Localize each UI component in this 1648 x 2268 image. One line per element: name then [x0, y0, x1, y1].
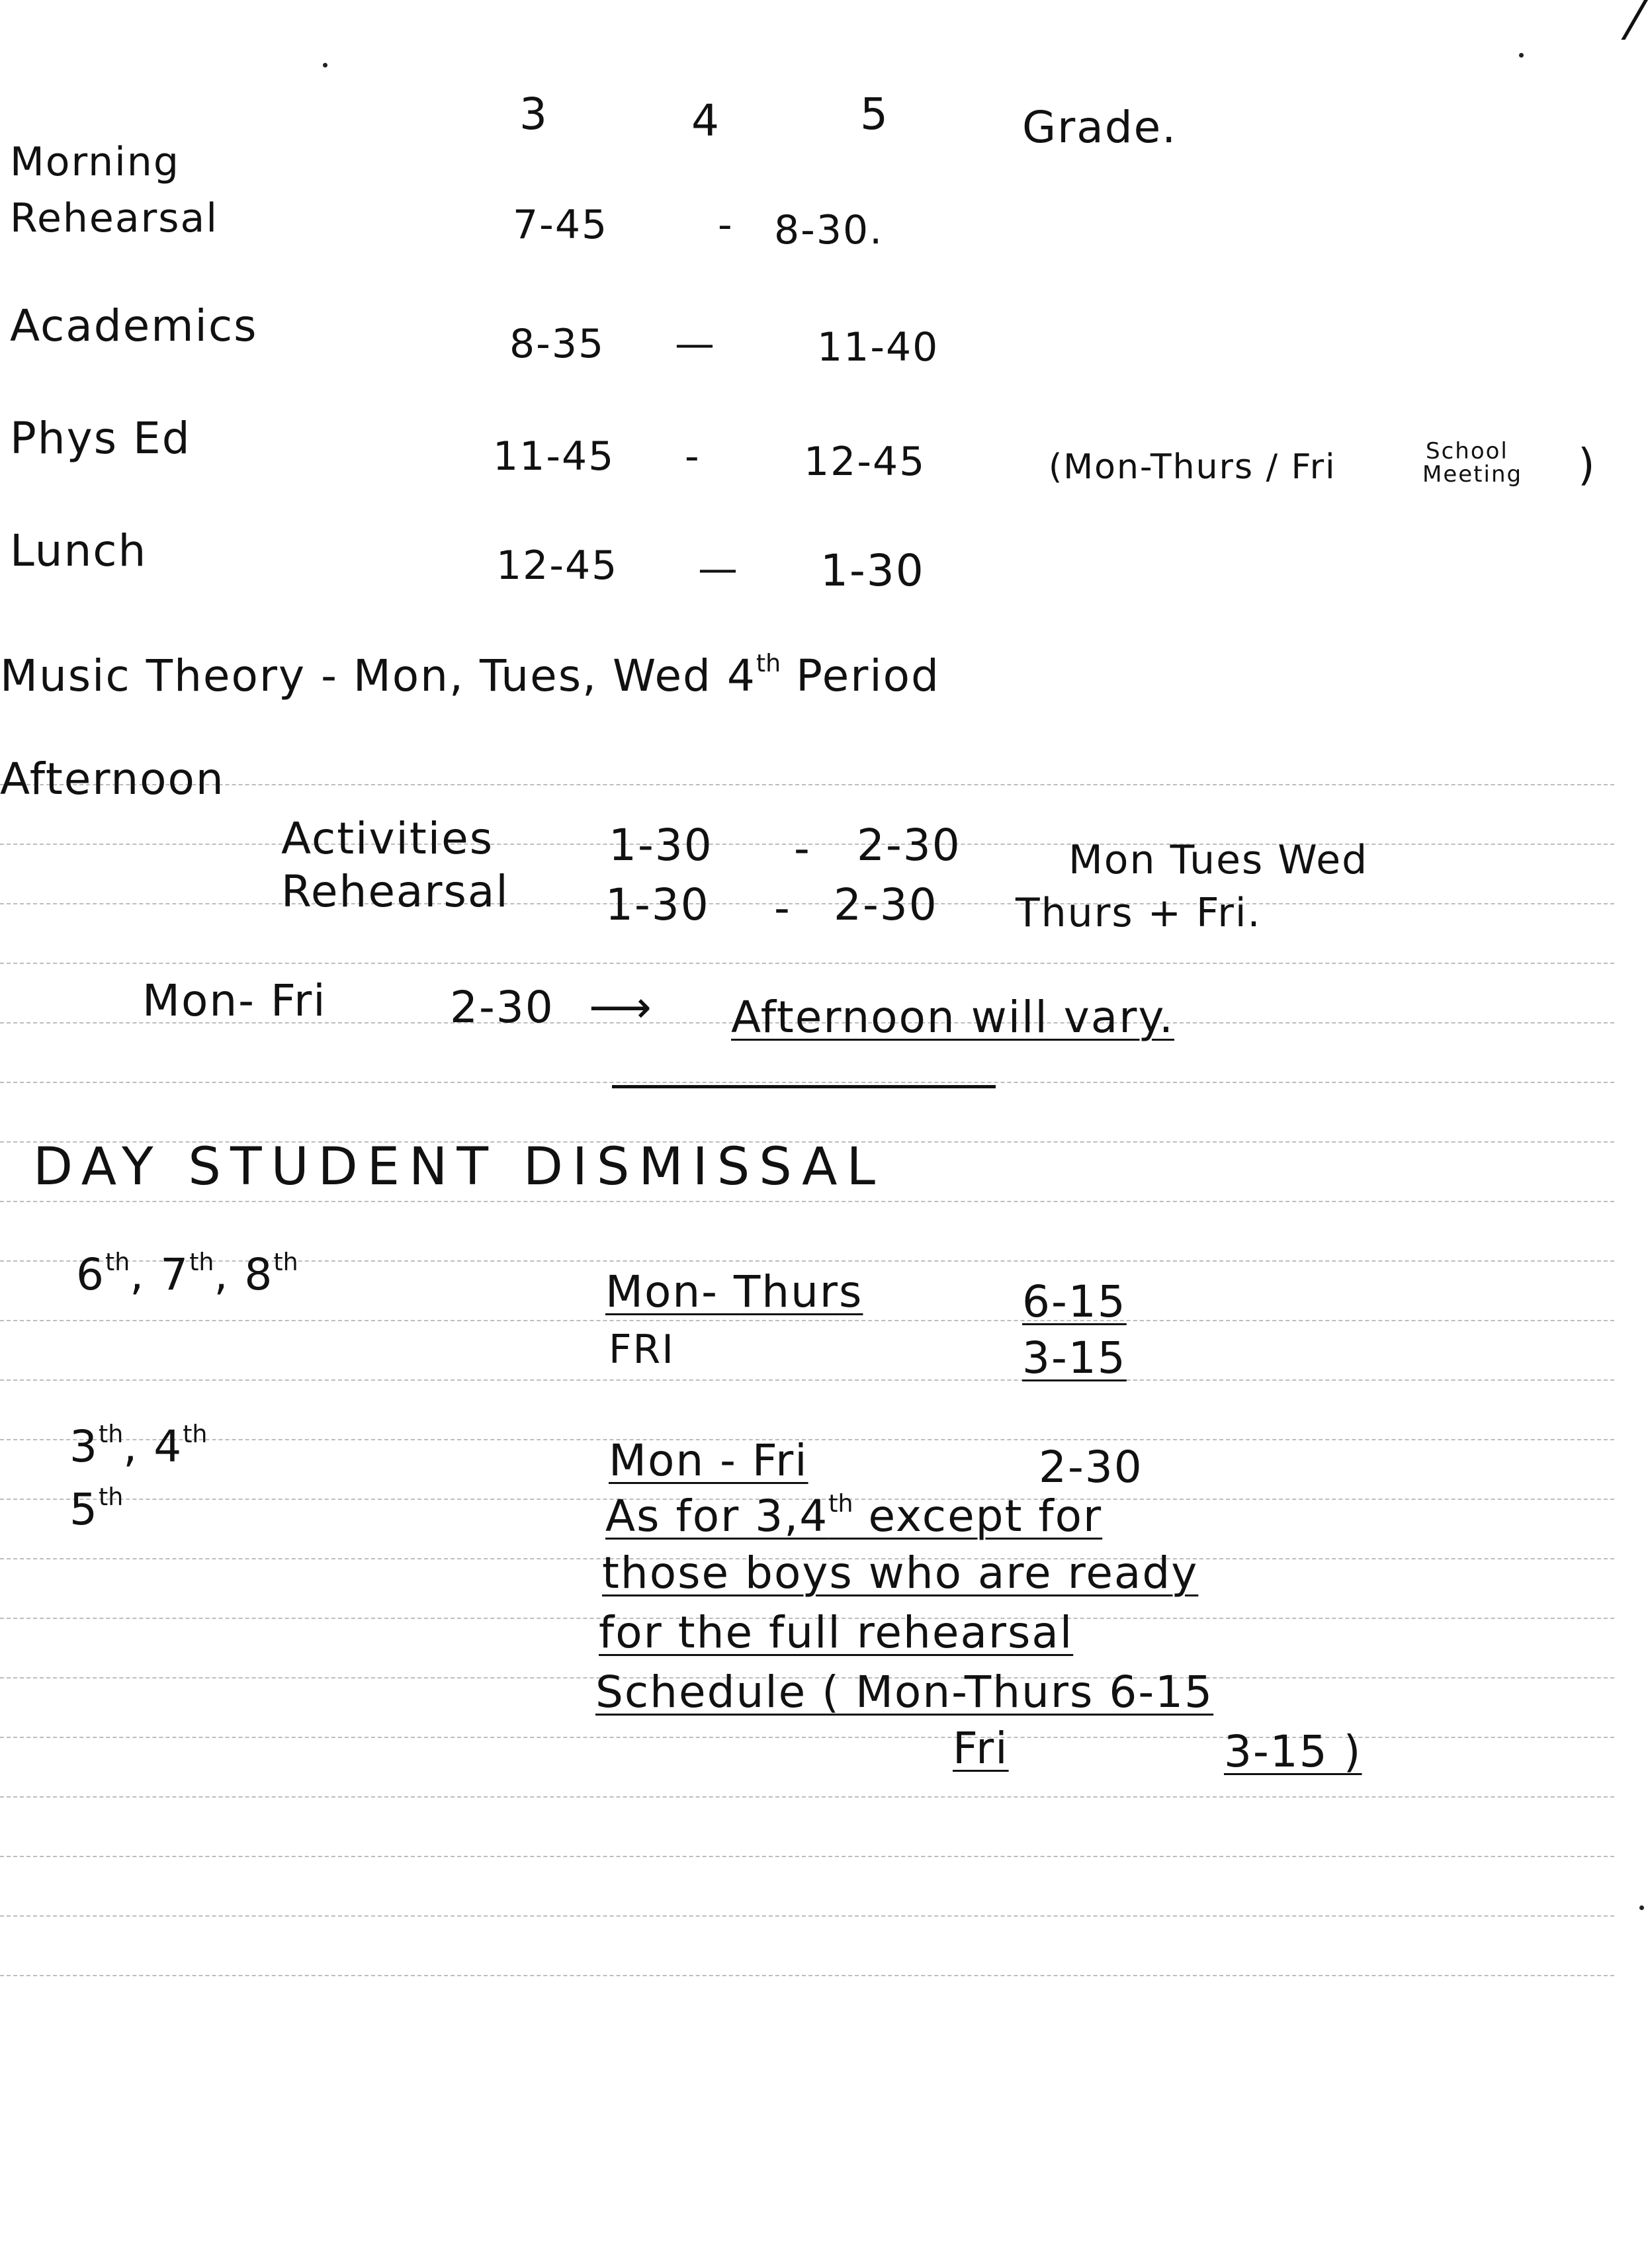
afternoon-rehearsal-start: 1-30: [605, 879, 710, 930]
group1-grades: [76, 1248, 298, 1301]
grade-label: Grade.: [1022, 102, 1178, 153]
music-theory-ordinal: th: [756, 649, 781, 677]
group1-row2-time: 3-15: [1022, 1332, 1127, 1383]
afternoon-title: Afternoon: [0, 754, 225, 805]
group2-note-line-4: Schedule ( Mon-Thurs 6-15: [595, 1667, 1214, 1718]
grade-col-5: 5: [860, 89, 889, 140]
phys-ed-end: 12-45: [804, 439, 926, 485]
ruled-line: [0, 1737, 1614, 1738]
grade-7-ordinal: th: [189, 1248, 214, 1276]
ruled-line: [0, 963, 1614, 964]
lunch-dash: —: [698, 546, 739, 592]
scan-speck: [1519, 53, 1524, 58]
afternoon-will-vary: Afternoon will vary.: [731, 992, 1174, 1043]
lunch-end: 1-30: [820, 545, 925, 596]
music-theory-text: Music Theory - Mon, Tues, Wed 4: [0, 650, 756, 702]
music-theory-tail: Period: [781, 650, 940, 702]
grade-6: 6: [76, 1249, 105, 1301]
scan-speck: [323, 63, 327, 67]
ruled-line: [0, 1379, 1614, 1381]
group2-note-line-2: those boys who are ready: [602, 1548, 1199, 1598]
grade-4: , 4: [123, 1421, 183, 1473]
ruled-line: [0, 1201, 1614, 1202]
grade-col-3: 3: [519, 89, 548, 140]
grade-5-ordinal: th: [99, 1483, 124, 1511]
afternoon-rehearsal-dash: -: [774, 883, 791, 934]
phys-ed-note-school: School: [1426, 438, 1508, 464]
afternoon-rehearsal-end: 2-30: [834, 879, 938, 930]
afternoon-rehearsal-days: Thurs + Fri.: [1016, 890, 1262, 936]
group1-row2-days: FRI: [609, 1327, 675, 1373]
ruled-line: [0, 1915, 1614, 1917]
ruled-line: [0, 784, 1614, 785]
morning-start: 7-45: [513, 202, 609, 248]
phys-ed-label: Phys Ed: [10, 413, 191, 464]
morning-end: 8-30.: [774, 207, 884, 253]
ruled-line: [0, 1082, 1614, 1083]
group2-note-line-5b: 3-15 ): [1224, 1726, 1362, 1777]
activities-days: Mon Tues Wed: [1068, 837, 1369, 883]
group1-row1-time: 6-15: [1022, 1276, 1127, 1327]
group2-time: 2-30: [1039, 1442, 1143, 1493]
grade-col-4: 4: [691, 95, 720, 146]
group2-note-line-5a: Fri: [953, 1723, 1009, 1774]
ruled-line: [0, 1796, 1614, 1798]
mon-fri-time: 2-30: [450, 982, 554, 1033]
activities-start: 1-30: [609, 820, 713, 871]
phys-ed-note-close: ): [1578, 439, 1596, 490]
group2-note-line-1: [605, 1489, 1103, 1542]
mon-fri-days: Mon- Fri: [142, 975, 327, 1026]
afternoon-rehearsal-label: Rehearsal: [281, 866, 509, 917]
group2-note-line-3: for the full rehearsal: [599, 1607, 1074, 1658]
ruled-line: [0, 1856, 1614, 1857]
phys-ed-note-meeting: Meeting: [1422, 461, 1523, 488]
grade-5: 5: [69, 1484, 99, 1536]
lunch-start: 12-45: [496, 543, 619, 589]
grade-3-ordinal: th: [99, 1420, 124, 1448]
academics-dash: —: [675, 321, 716, 367]
grade-8: , 8: [214, 1249, 274, 1301]
activities-dash: -: [794, 823, 811, 874]
scan-speck: [1639, 1905, 1644, 1910]
grade-4-ordinal: th: [183, 1420, 208, 1448]
phys-ed-start: 11-45: [493, 433, 615, 480]
grade-3: 3: [69, 1421, 99, 1473]
academics-label: Academics: [10, 300, 258, 351]
note-line-1a: As for 3,4: [605, 1491, 829, 1542]
ruled-line: [0, 1320, 1614, 1321]
mon-fri-arrow: ⟶: [589, 982, 653, 1033]
ruled-line: [0, 903, 1614, 904]
morning-dash: -: [718, 202, 734, 248]
group1-row1-days: Mon- Thurs: [605, 1266, 863, 1317]
ruled-line: [0, 1975, 1614, 1976]
group2-days: Mon - Fri: [609, 1435, 808, 1486]
activities-label: Activities: [281, 813, 494, 864]
group2-grades-3-4: [69, 1420, 208, 1473]
group2-grade-5: [69, 1483, 124, 1536]
note-line-1-ordinal: th: [828, 1489, 853, 1518]
grade-8-ordinal: th: [273, 1248, 298, 1276]
phys-ed-note: (Mon-Thurs / Fri: [1049, 447, 1336, 487]
grade-7: , 7: [130, 1249, 190, 1301]
morning-label: Morning: [10, 139, 180, 185]
lunch-label: Lunch: [10, 525, 148, 576]
rehearsal-label: Rehearsal: [10, 195, 218, 241]
academics-end: 11-40: [817, 324, 939, 371]
scan-corner-mark: [1594, 0, 1648, 40]
section-divider: [612, 1085, 996, 1088]
academics-start: 8-35: [509, 321, 605, 367]
dismissal-title: DAY STUDENT DISMISSAL: [33, 1137, 885, 1197]
phys-ed-dash: -: [685, 433, 701, 480]
note-line-1b: except for: [853, 1491, 1103, 1542]
grade-6-ordinal: th: [105, 1248, 130, 1276]
activities-end: 2-30: [857, 820, 961, 871]
music-theory-line: [0, 649, 940, 702]
